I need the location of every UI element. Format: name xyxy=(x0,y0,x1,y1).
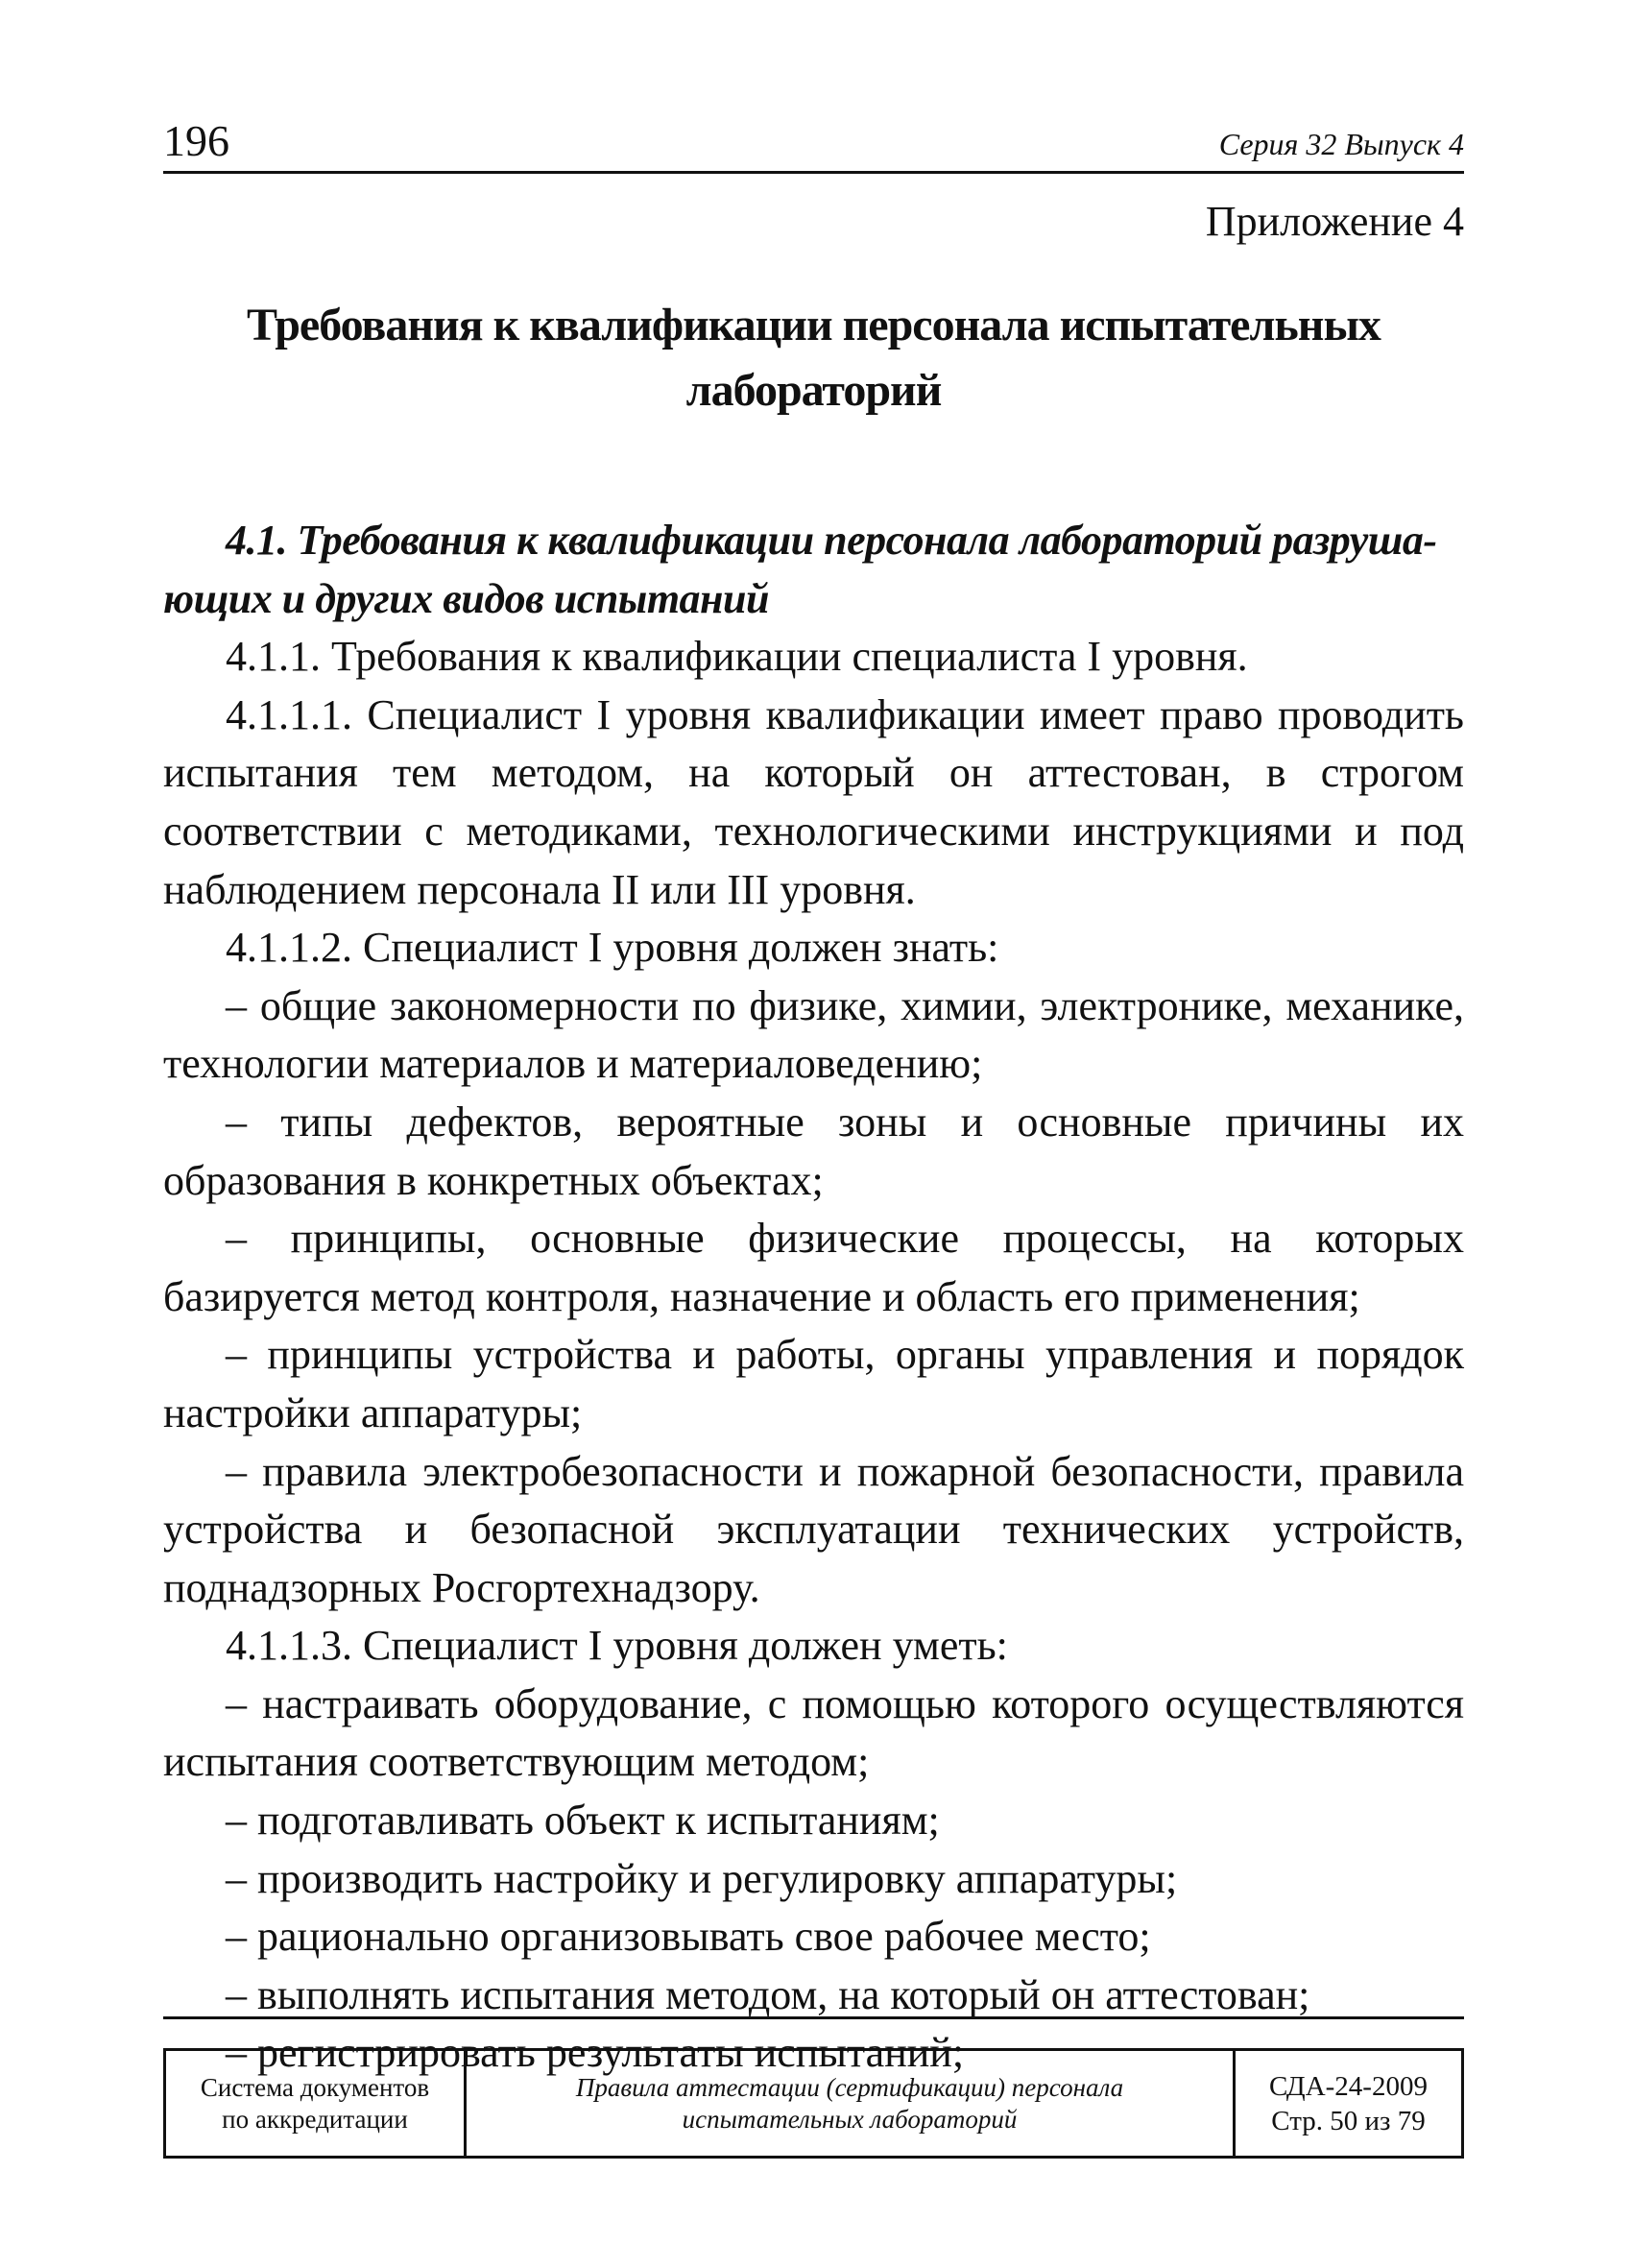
footer-system-line-1: Система документов xyxy=(200,2072,430,2102)
title-line-2: лабораторий xyxy=(685,365,942,416)
footer-title-cell xyxy=(464,2051,1233,2156)
list-item: – рационально организовывать свое рабочее место; xyxy=(226,1913,1151,1961)
paragraph: 4.1.1.2. Специалист I уровня должен знать: xyxy=(226,924,999,972)
list-item: – выполнять испытания методом, на который он аттестован; xyxy=(226,1970,1310,2018)
list-item: – принципы, основные физические процессы, на которых базируется метод контроля, назначение и область его применения; xyxy=(163,1215,1464,1320)
footer-doc-code: СДА-24-2009 xyxy=(1269,2070,1428,2102)
title-line-1: Требования к квалификации персонала испытательных xyxy=(247,300,1381,350)
footer-code-cell xyxy=(1233,2051,1461,2156)
series-label: Серия 32 Выпуск 4 xyxy=(1218,127,1464,161)
list-item: – общие закономерности по физике, химии, электронике, механике, технологии материалов и материаловедению; xyxy=(163,981,1464,1088)
list-item: – регистрировать результаты испытаний; xyxy=(226,2029,965,2077)
list-item: – настраивать оборудование, с помощью которого осуществляются испытания соответствующим методом; xyxy=(163,1679,1464,1786)
section-heading-line-2: ющих и других видов испытаний xyxy=(163,574,769,622)
list-item: – правила электробезопасности и пожарной безопасности, правила устройства и безопасной эксплуатации технических устройств, поднадзорных Росгортехнадзору. xyxy=(163,1447,1464,1611)
document-footer xyxy=(163,2048,1464,2159)
list-item: – типы дефектов, вероятные зоны и основные причины их образования в конкретных объектах; xyxy=(163,1098,1464,1204)
document-body xyxy=(163,512,1464,2083)
page-number: 196 xyxy=(163,116,229,165)
section-heading xyxy=(163,512,1464,628)
list-item: – принципы устройства и работы, органы управления и порядок настройки аппаратуры; xyxy=(163,1331,1464,1436)
header-rule xyxy=(163,171,1464,174)
paragraph: 4.1.1. Требования к квалификации специалиста I уровня. xyxy=(226,633,1248,681)
footer-system-line-2: по аккредитации xyxy=(222,2104,408,2134)
document-title xyxy=(163,293,1464,423)
footer-title-line-1: Правила аттестации (сертификации) персонала xyxy=(575,2072,1124,2102)
footer-system-cell xyxy=(166,2051,464,2156)
paragraph: 4.1.1.1. Специалист I уровня квалификации имеет право проводить испытания тем методом, на который он аттестован, в строгом соответствии с методиками, технологическими инструкциями и под наблюдением персонала II или III уровня. xyxy=(163,690,1464,913)
page-header xyxy=(163,115,1464,173)
footer-title-line-2: испытательных лабораторий xyxy=(682,2104,1018,2134)
footer-rule xyxy=(163,2016,1464,2019)
list-item: – подготавливать объект к испытаниям; xyxy=(226,1797,940,1845)
list-item: – производить настройку и регулировку аппаратуры; xyxy=(226,1854,1178,1902)
appendix-label: Приложение 4 xyxy=(1205,198,1464,245)
paragraph: 4.1.1.3. Специалист I уровня должен уметь: xyxy=(226,1622,1008,1670)
footer-page-info: Стр. 50 из 79 xyxy=(1271,2105,1426,2136)
section-heading-line-1: 4.1. Требования к квалификации персонала лабораторий разруша- xyxy=(226,517,1437,564)
